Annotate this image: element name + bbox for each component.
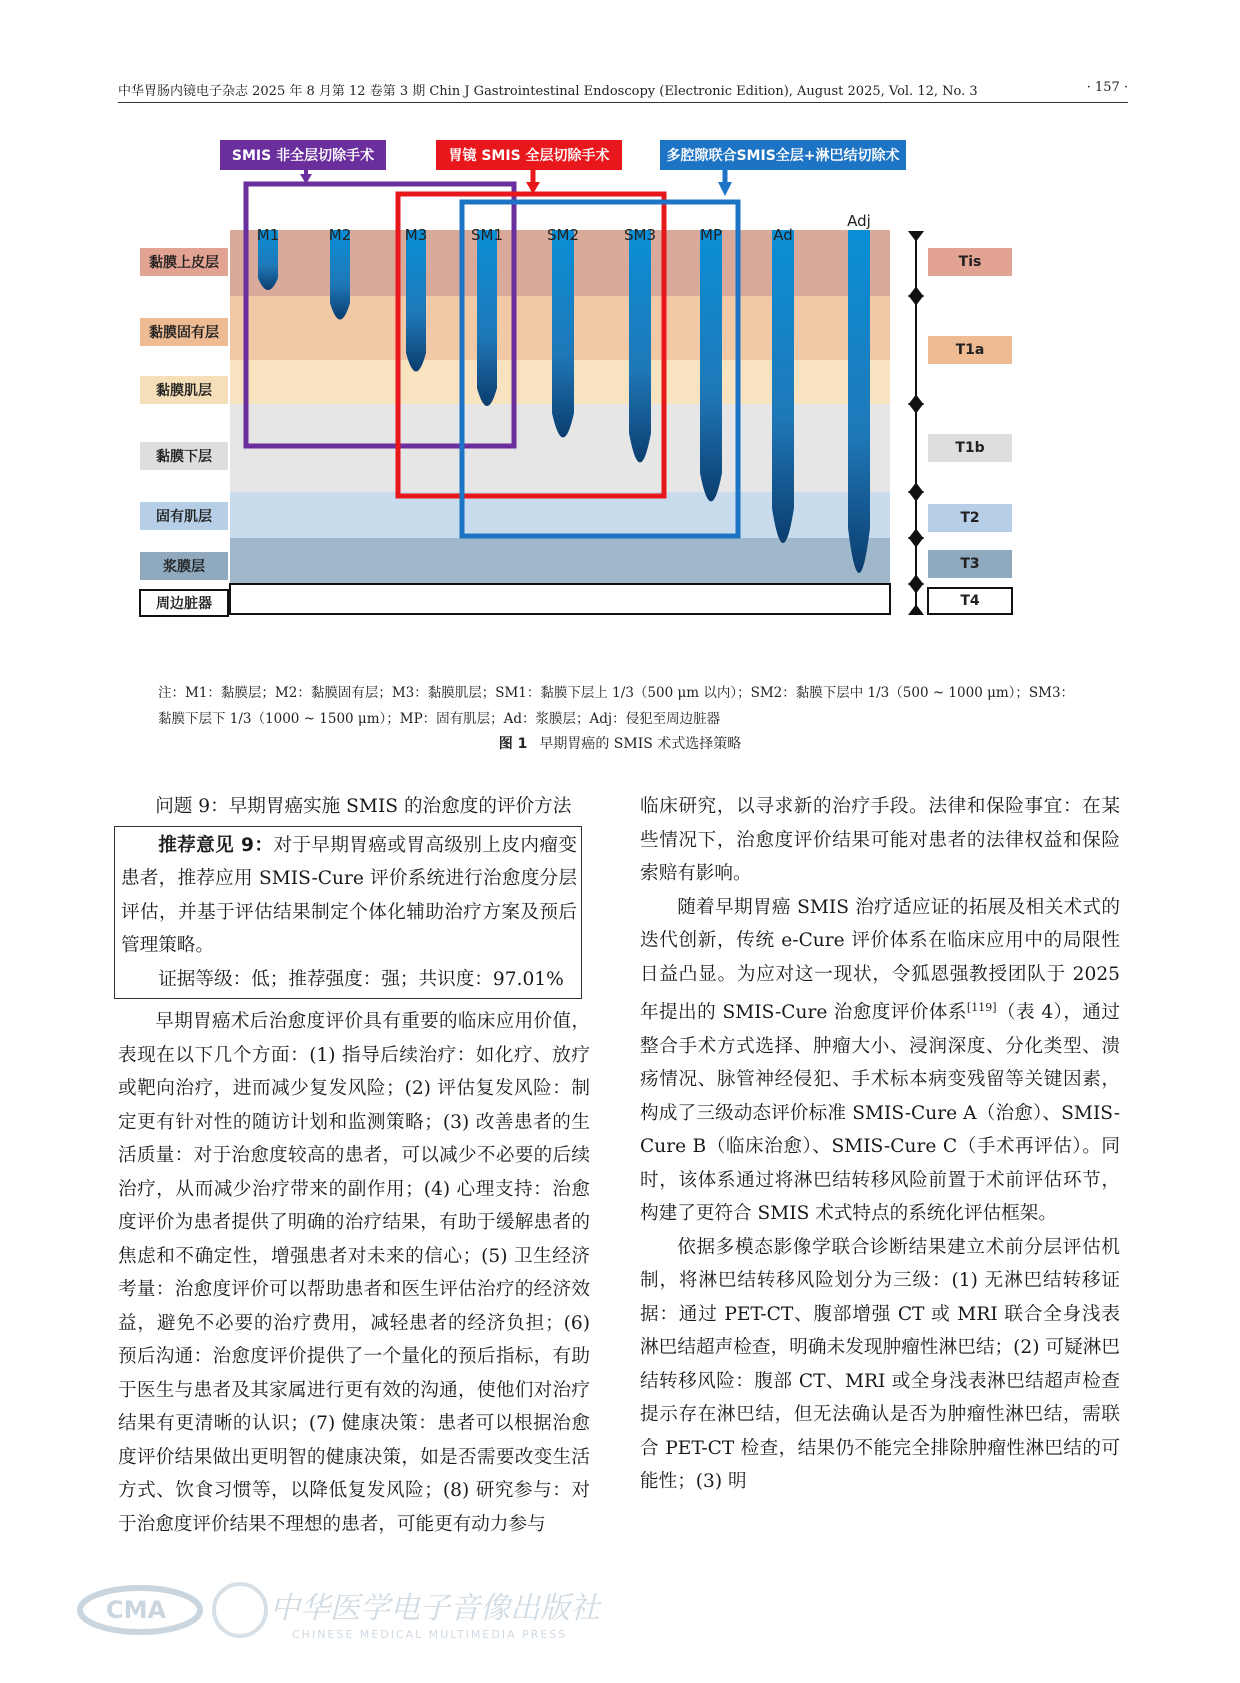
stage-t4: T4 xyxy=(960,593,980,609)
recommendation-box xyxy=(114,826,582,1000)
layer-label-lamina-propria: 黏膜固有层 xyxy=(149,325,219,341)
stage-t3: T3 xyxy=(960,556,980,572)
layer-label-adjacent-organs: 周边脏器 xyxy=(156,596,212,612)
col-label-sm3: SM3 xyxy=(623,226,656,244)
col-label-m2: M2 xyxy=(328,226,352,244)
col-label-m3: M3 xyxy=(404,226,428,244)
tube-adj xyxy=(848,230,870,573)
tube-sm1 xyxy=(477,230,497,406)
publisher-logo xyxy=(70,1580,600,1641)
page-number: · 157 · xyxy=(1086,80,1128,95)
recommendation-text: 对于早期胃癌或胃高级别上皮内瘤变患者，推荐应用 SMIS-Cure 评价系统进行治愈度分层评估，并基于评估结果制定个体化辅助治疗方案及预后管理策略。 xyxy=(121,834,577,956)
paragraph-cure-value: 早期胃癌术后治愈度评价具有重要的临床应用价值，表现在以下几个方面：(1) 指导后续治疗：如化疗、放疗或靶向治疗，进而减少复发风险；(2) 评估复发风险：制定更有针对性的随访计划和监测策略；(3) 改善患者的生活质量：对于治愈度较高的患者，可以减少不必要的后续治疗，从而减少治疗带来的副作用；(4) 心理支持：治愈度评价为患者提供了明确的治疗结果，有助于缓解患者的焦虑和不确定性，增强患者对未来的信心；(5) 卫生经济考量：治愈度评价可以帮助患者和医生评估治疗的经济效益，避免不必要的治疗费用，减轻患者的经济负担；(6) 预后沟通：治愈度评价提供了一个量化的预后指标，有助于医生与患者及其家属进行更有效的沟通，使他们对治疗结果有更清晰的认识；(7) 健康决策：患者可以根据治愈度评价结果做出更明智的健康决策，如是否需要改变生活方式、饮食习惯等，以降低复发风险；(8) 研究参与：对于治愈度评价结果不理想的患者，可能更有动力参与 xyxy=(118,1011,590,1535)
layer-label-muscularis-propria: 固有肌层 xyxy=(156,509,212,525)
figure-caption-text: 早期胃癌的 SMIS 术式选择策略 xyxy=(539,736,742,752)
recommendation-evidence: 证据等级：低；推荐强度：强；共识度：97.01% xyxy=(158,968,564,990)
tube-sm3 xyxy=(629,230,651,463)
publisher-name-en: CHINESE MEDICAL MULTIMEDIA PRESS xyxy=(292,1628,568,1641)
publisher-logo-text: CMA xyxy=(106,1596,167,1624)
stage-tis: Tis xyxy=(958,254,982,270)
layer-label-muscularis-mucosae: 黏膜肌层 xyxy=(156,383,212,399)
paragraph-smis-cure-b: （表 4），通过整合手术方式选择、肿瘤大小、浸润深度、分化类型、溃疡情况、脉管神经侵犯、手术标本病变残留等关键因素，构成了三级动态评价标准 SMIS-Cure A（治愈）、SMIS-Cure B（临床治愈）、SMIS-Cure C（手术再评估）。同时，该体系通过将淋巴结转移风险前置于术前评估环节，构建了更符合 SMIS 术式特点的系统化评估框架。 xyxy=(640,1002,1120,1225)
layer-label-submucosa: 黏膜下层 xyxy=(156,449,212,465)
stage-t1b: T1b xyxy=(955,440,985,456)
citation-119: [119] xyxy=(966,1001,997,1014)
layer-label-serosa: 浆膜层 xyxy=(163,559,205,575)
title-non-full-thickness: SMIS 非全层切除手术 xyxy=(220,140,386,170)
col-label-adj: Adj xyxy=(847,212,871,230)
band-serosa xyxy=(230,538,890,584)
title-multi-cavity: 多腔隙联合SMIS全层+淋巴结切除术 xyxy=(660,140,906,170)
col-label-sm1: SM1 xyxy=(470,226,503,244)
paragraph-continued: 临床研究，以寻求新的治疗手段。法律和保险事宜：在某些情况下，治愈度评价结果可能对患者的法律权益和保险索赔有影响。 xyxy=(640,796,1120,884)
stage-t1a: T1a xyxy=(955,342,985,358)
col-label-m1: M1 xyxy=(256,226,280,244)
tube-sm2 xyxy=(552,230,574,438)
layer-label-epithelium: 黏膜上皮层 xyxy=(149,255,219,271)
left-column xyxy=(118,790,590,1541)
figure-note-line2: 黏膜下层下 1/3（1000 ~ 1500 μm）；MP：固有肌层；Ad：浆膜层；Adj：侵犯至周边脏器 xyxy=(158,711,721,727)
band-adjacent-organs xyxy=(230,584,890,614)
stage-t2: T2 xyxy=(960,510,980,526)
publisher-watermark xyxy=(70,1580,600,1641)
col-label-mp: MP xyxy=(700,226,722,244)
paragraph-smis-cure-a: 随着早期胃癌 SMIS 治疗适应证的拓展及相关术式的迭代创新，传统 e-Cure 评价体系在临床应用中的局限性日益凸显。为应对这一现状，令狐恩强教授团队于 2025 年提出的 SMIS-Cure 治愈度评价体系 xyxy=(640,896,1120,1024)
paragraph-lymph-node-risk: 依据多模态影像学联合诊断结果建立术前分层评估机制，将淋巴结转移风险划分为三级：(1) 无淋巴结转移证据：通过 PET-CT、腹部增强 CT 或 MRI 联合全身浅表淋巴结超声检查，明确未发现肿瘤性淋巴结；(2) 可疑淋巴结转移风险：腹部 CT、MRI 或全身浅表淋巴结超声检查提示存在淋巴结，但无法确认是否为肿瘤性淋巴结，需联合 PET-CT 检查，结果仍不能完全排除肿瘤性淋巴结的可能性；(3) 明 xyxy=(640,1236,1120,1493)
tube-mp xyxy=(700,230,722,502)
running-header xyxy=(118,80,1128,99)
paragraph-smis-cure xyxy=(640,891,1120,1231)
figure-note xyxy=(158,680,1118,732)
figure-note-line1: 注：M1：黏膜层；M2：黏膜固有层；M3：黏膜肌层；SM1：黏膜下层上 1/3（500 μm 以内）；SM2：黏膜下层中 1/3（500 ~ 1000 μm）；SM3： xyxy=(158,685,1075,701)
col-label-ad: Ad xyxy=(773,226,793,244)
figure-caption-label: 图 1 xyxy=(498,736,528,752)
figure-caption xyxy=(0,733,1240,753)
col-label-sm2: SM2 xyxy=(546,226,579,244)
publisher-name-cn: 中华医学电子音像出版社 xyxy=(270,1591,600,1626)
recommendation-label: 推荐意见 9： xyxy=(158,834,274,856)
question-heading: 问题 9：早期胃癌实施 SMIS 的治愈度的评价方法 xyxy=(155,796,572,817)
header-rule xyxy=(118,102,1128,103)
figure-smis-strategy xyxy=(140,128,1100,673)
tube-m3 xyxy=(406,230,426,372)
tube-ad xyxy=(772,230,794,543)
journal-citation: 中华胃肠内镜电子杂志 2025 年 8 月第 12 卷第 3 期 Chin J Gastrointestinal Endoscopy (Electronic Edition), August 2025, Vol. 12, No. 3 xyxy=(118,84,978,99)
title-full-thickness: 胃镜 SMIS 全层切除手术 xyxy=(436,140,622,170)
right-column xyxy=(640,790,1120,1499)
